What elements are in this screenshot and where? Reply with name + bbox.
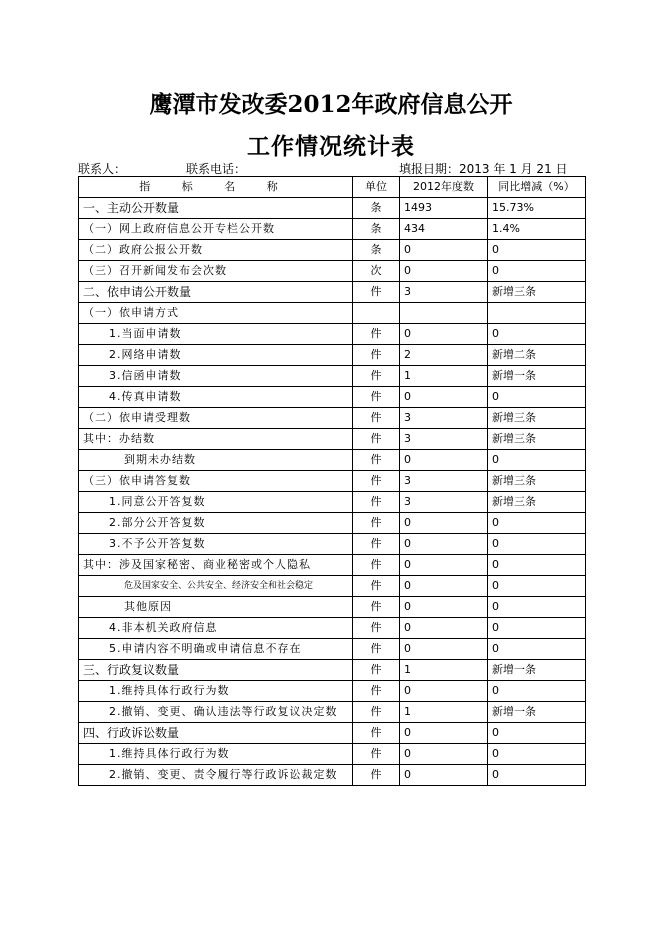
row-change: 新增一条: [488, 660, 586, 681]
row-name: 1.同意公开答复数: [79, 492, 353, 513]
row-change: 新增三条: [488, 492, 586, 513]
row-value: 0: [400, 639, 488, 660]
row-name: 2.网络申请数: [79, 345, 353, 366]
row-value: 0: [400, 513, 488, 534]
document-title: 鹰潭市发改委2012年政府信息公开: [149, 91, 513, 118]
row-name: （一）依申请方式: [79, 303, 353, 324]
row-value: 3: [400, 282, 488, 303]
header-year-count: 2012年度数: [400, 177, 488, 198]
row-unit: 件: [353, 282, 400, 303]
row-name: 3.信函申请数: [79, 366, 353, 387]
row-unit: 件: [353, 576, 400, 597]
row-value: 1: [400, 366, 488, 387]
row-change: 0: [488, 744, 586, 765]
row-name: （二）依申请受理数: [79, 408, 353, 429]
row-unit: 件: [353, 429, 400, 450]
row-value: 0: [400, 597, 488, 618]
row-name: 二、依申请公开数量: [79, 282, 353, 303]
row-name: 5.申请内容不明确或申请信息不存在: [79, 639, 353, 660]
row-change: 新增一条: [488, 702, 586, 723]
table-row: [79, 429, 586, 450]
row-name: 4.非本机关政府信息: [79, 618, 353, 639]
row-unit: 条: [353, 198, 400, 219]
table-row: [79, 303, 586, 324]
row-value: 2: [400, 345, 488, 366]
row-value: 3: [400, 408, 488, 429]
table-row: [79, 513, 586, 534]
table-header-row: [79, 177, 586, 198]
table-row: [79, 450, 586, 471]
row-name: 到期未办结数: [79, 450, 353, 471]
table-row: [79, 198, 586, 219]
table-row: [79, 723, 586, 744]
row-unit: 件: [353, 471, 400, 492]
table-row: [79, 261, 586, 282]
table-row: [79, 576, 586, 597]
row-unit: 条: [353, 219, 400, 240]
row-change: 0: [488, 639, 586, 660]
row-name: （三）依申请答复数: [79, 471, 353, 492]
row-value: 1: [400, 702, 488, 723]
row-name: 其中：涉及国家秘密、商业秘密或个人隐私: [79, 555, 353, 576]
row-value: 0: [400, 261, 488, 282]
table-row: [79, 219, 586, 240]
table-row: [79, 387, 586, 408]
row-unit: 件: [353, 723, 400, 744]
row-name: 危及国家安全、公共安全、经济安全和社会稳定: [79, 576, 353, 597]
row-change: 0: [488, 597, 586, 618]
table-row: [79, 597, 586, 618]
table-row: [79, 660, 586, 681]
row-name: （二）政府公报公开数: [79, 240, 353, 261]
row-unit: 件: [353, 681, 400, 702]
row-unit: 件: [353, 702, 400, 723]
row-unit: 件: [353, 513, 400, 534]
row-name: 2.部分公开答复数: [79, 513, 353, 534]
row-change: 0: [488, 681, 586, 702]
table-row: [79, 681, 586, 702]
row-name: 2.撤销、变更、责令履行等行政诉讼裁定数: [79, 765, 353, 786]
row-change: 0: [488, 261, 586, 282]
row-value: 0: [400, 681, 488, 702]
row-change: 0: [488, 555, 586, 576]
row-unit: 件: [353, 618, 400, 639]
row-value: 0: [400, 324, 488, 345]
table-row: [79, 324, 586, 345]
contact-label: 联系人：: [78, 162, 127, 176]
row-value: [400, 303, 488, 324]
header-indicator-name: 指 标 名 称: [79, 177, 353, 198]
row-value: 0: [400, 450, 488, 471]
row-name: 其他原因: [79, 597, 353, 618]
row-value: 1493: [400, 198, 488, 219]
row-name: 4.传真申请数: [79, 387, 353, 408]
row-change: 1.4%: [488, 219, 586, 240]
row-change: 0: [488, 450, 586, 471]
statistics-table: [78, 176, 586, 786]
row-unit: 次: [353, 261, 400, 282]
row-value: 3: [400, 471, 488, 492]
table-row: [79, 492, 586, 513]
row-unit: 件: [353, 324, 400, 345]
row-value: 0: [400, 576, 488, 597]
row-name: （一）网上政府信息公开专栏公开数: [79, 219, 353, 240]
row-change: 0: [488, 618, 586, 639]
row-value: 0: [400, 618, 488, 639]
row-unit: 件: [353, 408, 400, 429]
row-unit: 条: [353, 240, 400, 261]
row-name: 三、行政复议数量: [79, 660, 353, 681]
row-change: 新增三条: [488, 408, 586, 429]
row-change: 0: [488, 576, 586, 597]
header-yoy-change: 同比增减（%）: [488, 177, 586, 198]
row-unit: 件: [353, 744, 400, 765]
row-value: 0: [400, 744, 488, 765]
row-name: 1.当面申请数: [79, 324, 353, 345]
table-row: [79, 702, 586, 723]
row-unit: 件: [353, 492, 400, 513]
row-value: 0: [400, 240, 488, 261]
row-value: 0: [400, 723, 488, 744]
row-unit: 件: [353, 765, 400, 786]
row-change: 0: [488, 387, 586, 408]
row-change: 0: [488, 723, 586, 744]
row-name: （三）召开新闻发布会次数: [79, 261, 353, 282]
row-name: 2.撤销、变更、确认违法等行政复议决定数: [79, 702, 353, 723]
row-change: 新增三条: [488, 282, 586, 303]
table-row: [79, 744, 586, 765]
row-unit: 件: [353, 450, 400, 471]
row-value: 434: [400, 219, 488, 240]
row-value: 3: [400, 492, 488, 513]
phone-label: 联系电话：: [186, 162, 247, 176]
header-unit: 单位: [353, 177, 400, 198]
row-unit: 件: [353, 534, 400, 555]
row-change: [488, 303, 586, 324]
row-change: 新增三条: [488, 471, 586, 492]
table-row: [79, 408, 586, 429]
row-name: 1.维持具体行政行为数: [79, 681, 353, 702]
row-change: 新增二条: [488, 345, 586, 366]
row-unit: 件: [353, 639, 400, 660]
row-unit: 件: [353, 345, 400, 366]
row-change: 0: [488, 765, 586, 786]
table-row: [79, 534, 586, 555]
row-change: 0: [488, 534, 586, 555]
row-value: 0: [400, 534, 488, 555]
table-row: [79, 345, 586, 366]
table-row: [79, 618, 586, 639]
report-date: 填报日期：2013 年 1 月 21 日: [399, 162, 568, 176]
table-row: [79, 765, 586, 786]
row-value: 0: [400, 765, 488, 786]
row-name: 1.维持具体行政行为数: [79, 744, 353, 765]
table-row: [79, 366, 586, 387]
row-value: 0: [400, 555, 488, 576]
row-unit: 件: [353, 597, 400, 618]
row-change: 0: [488, 324, 586, 345]
row-name: 一、主动公开数量: [79, 198, 353, 219]
row-unit: 件: [353, 387, 400, 408]
row-unit: 件: [353, 366, 400, 387]
row-change: 0: [488, 513, 586, 534]
document-subtitle: 工作情况统计表: [247, 133, 415, 160]
row-name: 其中：办结数: [79, 429, 353, 450]
row-unit: 件: [353, 555, 400, 576]
row-value: 3: [400, 429, 488, 450]
row-change: 新增三条: [488, 429, 586, 450]
row-change: 15.73%: [488, 198, 586, 219]
row-unit: 件: [353, 660, 400, 681]
row-value: 0: [400, 387, 488, 408]
table-row: [79, 639, 586, 660]
row-unit: [353, 303, 400, 324]
row-name: 3.不予公开答复数: [79, 534, 353, 555]
table-row: [79, 240, 586, 261]
table-row: [79, 282, 586, 303]
row-change: 新增一条: [488, 366, 586, 387]
row-change: 0: [488, 240, 586, 261]
row-name: 四、行政诉讼数量: [79, 723, 353, 744]
table-row: [79, 471, 586, 492]
row-value: 1: [400, 660, 488, 681]
table-row: [79, 555, 586, 576]
